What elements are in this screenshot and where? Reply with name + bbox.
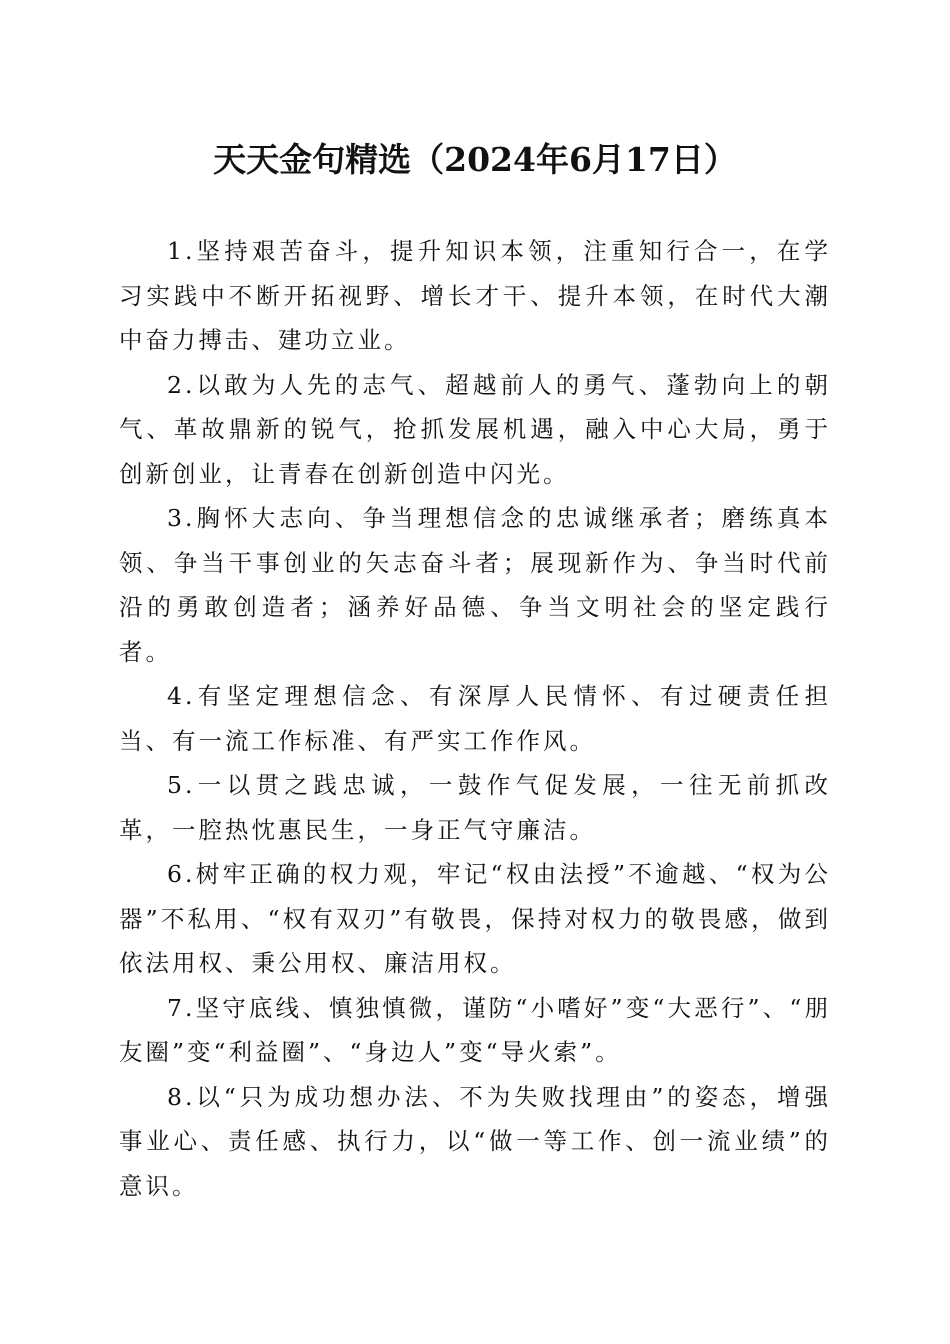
- document-body: [119, 229, 831, 1208]
- paragraph-8: 8.以“只为成功想办法、不为失败找理由”的姿态，增强事业心、责任感、执行力，以“做一等工作、创一流业绩”的意识。: [119, 1082, 831, 1200]
- paragraph-1: 1.坚持艰苦奋斗，提升知识本领，注重知行合一，在学习实践中不断开拓视野、增长才干、提升本领，在时代大潮中奋力搏击、建功立业。: [119, 237, 831, 354]
- page-title: 天天金句精选（2024年6月17日）: [213, 140, 737, 179]
- paragraph-4: 4.有坚定理想信念、有深厚人民情怀、有过硬责任担当、有一流工作标准、有严实工作作风。: [119, 682, 831, 755]
- paragraph-6: 6.树牢正确的权力观，牢记“权由法授”不逾越、“权为公器”不私用、“权有双刃”有敬畏，保持对权力的敬畏感，做到依法用权、秉公用权、廉洁用权。: [119, 860, 831, 977]
- paragraph-3: 3.胸怀大志向、争当理想信念的忠诚继承者；磨练真本领、争当干事创业的矢志奋斗者；展现新作为、争当时代前沿的勇敢创造者；涵养好品德、争当文明社会的坚定践行者。: [119, 504, 831, 666]
- paragraph-7: 7.坚守底线、慎独慎微，谨防“小嗜好”变“大恶行”、“朋友圈”变“利益圈”、“身边人”变“导火索”。: [119, 993, 831, 1066]
- paragraph-2: 2.以敢为人先的志气、超越前人的勇气、蓬勃向上的朝气、革故鼎新的锐气，抢抓发展机遇，融入中心大局，勇于创新创业，让青春在创新创造中闪光。: [119, 370, 831, 488]
- paragraph-5: 5.一以贯之践忠诚，一鼓作气促发展，一往无前抓改革，一腔热忱惠民生，一身正气守廉洁。: [119, 771, 831, 844]
